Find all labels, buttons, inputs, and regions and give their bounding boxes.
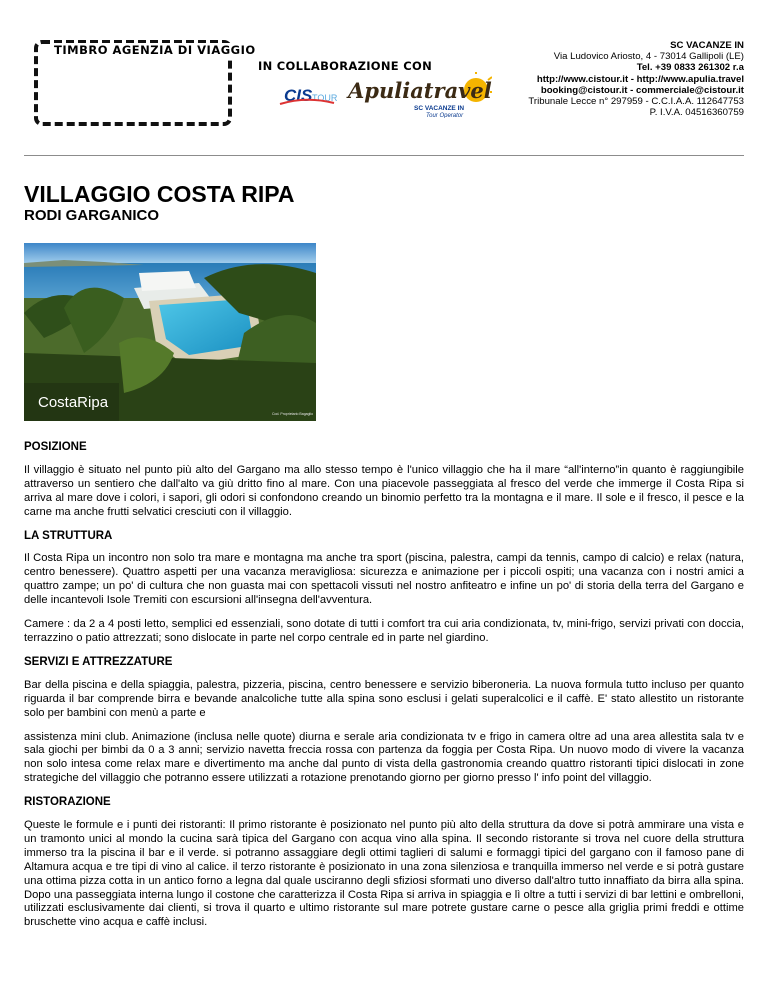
sc-vacanze-logo-text: SC VACANZE IN xyxy=(414,105,465,112)
section-heading-ristorazione: RISTORAZIONE xyxy=(24,796,111,809)
company-name: SC VACANZE IN xyxy=(670,40,744,51)
photo-credit: Cod. Proprietario Bagaglio xyxy=(272,412,314,416)
page-title: VILLAGGIO COSTA RIPA xyxy=(24,181,295,207)
cistour-logo xyxy=(280,86,338,105)
stamp-label: TIMBRO AGENZIA DI VIAGGIO xyxy=(50,43,260,57)
photo-brand: CostaRipa xyxy=(38,394,109,411)
cis-text: CIS xyxy=(284,86,313,105)
company-phone: Tel. +39 0833 261302 r.a xyxy=(636,62,744,74)
camere-text: Camere : da 2 a 4 posti letto, semplici ed essenziali, sono dotate di tutti i comfort tra cui aria condizionata, tv, mini-frigo, servizi privati con doccia, terrazzino o patio attrezzati; sono dislocate in parte nel corpo centrale ed in parte nel giardino. xyxy=(24,618,744,644)
collaboration-label: IN COLLABORAZIONE CON xyxy=(258,59,432,73)
struttura-text: Il Costa Ripa un incontro non solo tra mare e montagna ma anche tra sport (piscina, palestra, campi da tennis, campo di calcio) e relax (natura, centro benessere). Quattro aspetti per una vacanza meravigliosa: sicurezza e animazione per i piccoli ospiti; una vacanza con i nostri amici a quattro zampe; un po' di cultura che non guasta mai con spettacoli vissuti nel nostro anfiteatro e infine un po' di storia della terra del Gargano e delle incantevoli Isole Tremiti con escursioni all'insegna dell'avventura. xyxy=(24,552,744,607)
posizione-text: Il villaggio è situato nel punto più alto del Gargano ma allo stesso tempo è l'unico villaggio che ha il mare “all'interno”in quanto è raggiungibile attraverso un sentiero che dall'alto va giù dritto fino al mare. Con una piacevole passeggiata al fresco del verde che immerge il Costa Ripa si arriva al mare dove i colori, i sapori, gli odori si confondono creando un binomio perfetto tra la montagna e il mare. Il sole e il fresco, il pesce e la carne ma anche frutti selvatici cresciuti con il villaggio. xyxy=(24,463,744,518)
section-heading-servizi: SERVIZI E ATTREZZATURE xyxy=(24,655,173,668)
cis-tour-text: TOUR xyxy=(312,93,338,103)
partner-logos xyxy=(276,72,492,118)
company-websites: http://www.cistour.it - http://www.apulia.travel xyxy=(536,73,744,85)
header-divider xyxy=(24,155,744,156)
main-content xyxy=(24,441,744,940)
apulia-travel-logo xyxy=(346,72,492,118)
company-vat: P. I.V.A. 04516360759 xyxy=(649,107,744,119)
servizi-text-2: assistenza mini club. Animazione (inclusa nelle quote) diurna e serale aria condizionata tv e frigo in camera oltre ad una area allestita sala tv e sala giochi per bimbi da 0 a 3 anni; servizio navetta freccia rossa con partenza da foggia per Costa Ripa. Un nuovo modo di vivere la vacanza non solo intesa come relax mare e divertimento ma anche dal punto di vista della gastronomia creando quattro ristoranti tipici dislocati in zone strategiche del villaggio che potranno essere utilizzati a rotazione prenotando giorno per giorno presso l' info point del villaggio. xyxy=(24,730,744,785)
company-info xyxy=(528,40,744,118)
page-subtitle: RODI GARGANICO xyxy=(24,207,159,224)
company-address: Via Ludovico Ariosto, 4 - 73014 Gallipoli (LE) xyxy=(553,51,744,63)
resort-photo xyxy=(24,243,316,421)
company-emails: booking@cistour.it - commerciale@cistour.it xyxy=(540,84,744,96)
company-registry: Tribunale Lecce n° 297959 - C.C.I.A.A. 112647753 xyxy=(528,96,744,108)
servizi-text-1: Bar della piscina e della spiaggia, palestra, pizzeria, piscina, centro benessere e servizio biberoneria. La nuova formula tutto incluso per quanto riguarda il bar comprende birra e bevande analcoliche tutte alla spina sono esclusi i gelati superalcolici e il caffè. E' stato allestito un ristorante solo per bambini con menù a parte e xyxy=(24,678,744,719)
ristorazione-text: Queste le formule e i punti dei ristoranti: Il primo ristorante è posizionato nel punto più alto della struttura da dove si potrà ammirare una vista e un tramonto unici al mondo la cucina sarà tipica del Gargano con acqua vino alla spina. Il secondo ristorante si trova nel cuore della struttura immerso tra la piscina il bar e il verde. si potranno assaggiare degli ottimi taglieri di salumi e formaggi tipici del gargano con il famoso pane di Altamura acqua e tre tipi di vino al calice. il terzo ristorante è posizionato in una zona silenziosa e tranquilla immerso nel verde e si potrà gustare una ottima pizza cotta in un antico forno a legna dal quale usciranno degli sfiziosi sformati uno diverso dall'altro tutto innaffiato da birra alla spina. Dopo una passeggiata interna lungo il costone che caratterizza il Costa Ripa si arriva in spiaggia e lì oltre a tutti i servizi di bar lettini e ombrelloni, utilizzati esclusivamente dai clienti, si trova il quarto e ultimo ristorante sul mare potrete gustare carne o pesce alla griglia primi freddi e ottime bruschette vino acqua e caffè inclusi. xyxy=(24,819,744,929)
section-heading-struttura: LA STRUTTURA xyxy=(24,529,113,542)
apulia-text: Apuliatravel xyxy=(348,78,492,103)
tour-operator-text: Tour Operator xyxy=(426,113,464,118)
section-heading-posizione: POSIZIONE xyxy=(24,441,87,453)
